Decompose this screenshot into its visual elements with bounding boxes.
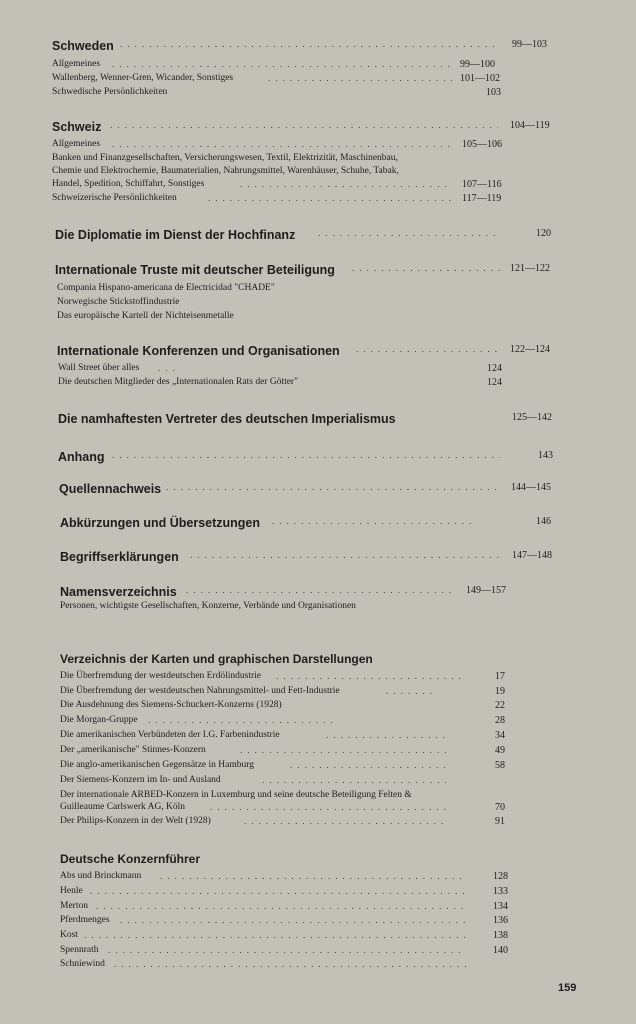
toc-entry [0, 377, 636, 393]
toc-entry [0, 87, 636, 103]
toc-entry [0, 745, 636, 761]
toc-entry-text: Die Morgan-Gruppe [60, 715, 138, 725]
dot-leader [318, 228, 498, 238]
dot-leader [276, 671, 466, 681]
dot-leader [112, 450, 500, 460]
toc-heading-text: Anhang [58, 450, 105, 464]
toc-page: 138 [493, 930, 508, 941]
toc-entry-text: Allgemeines [52, 59, 101, 69]
section-title [0, 852, 636, 868]
toc-heading [0, 344, 636, 360]
toc-page: 103 [486, 87, 501, 98]
dot-leader [268, 73, 452, 83]
toc-heading [0, 120, 636, 136]
toc-entry-text: Schniewind [60, 959, 105, 969]
toc-entry [0, 930, 636, 946]
toc-entry-text: Wallenberg, Wenner-Gren, Wicander, Sonstiges [52, 73, 234, 83]
toc-heading-text: Namensverzeichnis [60, 585, 177, 599]
toc-heading-text: Quellennachweis [59, 482, 162, 496]
toc-entry-text: Pferdmenges [60, 915, 110, 925]
toc-page: 124 [487, 377, 502, 388]
toc-page: 125—142 [512, 412, 552, 423]
toc-heading [0, 516, 636, 532]
toc-entry-text: Der Philips-Konzern in der Welt (1928) [60, 816, 211, 826]
toc-entry-text: Der „amerikanische" Stinnes-Konzern [60, 745, 206, 755]
toc-entry-text: Banken und Finanzgesellschaften, Versicherungswesen, Textil, Elektrizität, Maschinenbau, [52, 153, 398, 163]
toc-page: 19 [495, 686, 505, 697]
toc-page: 120 [536, 228, 551, 239]
toc-entry [0, 775, 636, 791]
toc-page: 124 [487, 363, 502, 374]
toc-page: 147—148 [512, 550, 552, 561]
dot-leader [112, 139, 452, 149]
toc-entry-text: Die Ausdehnung des Siemens-Schuckert-Konzerns (1928) [60, 700, 282, 710]
toc-page: 140 [493, 945, 508, 956]
dot-leader [114, 959, 466, 969]
toc-heading-text: Die Diplomatie im Dienst der Hochfinanz [55, 228, 296, 242]
toc-entry [0, 601, 636, 617]
toc-page: 49 [495, 745, 505, 756]
toc-page: 34 [495, 730, 505, 741]
toc-entry [0, 193, 636, 209]
dot-leader [244, 816, 446, 826]
dot-leader [386, 686, 436, 696]
toc-page: 101—102 [460, 73, 500, 84]
toc-entry [0, 715, 636, 731]
page-number-text: 159 [558, 982, 577, 994]
toc-entry-text: Kost [60, 930, 78, 940]
toc-entry [0, 311, 636, 327]
dot-leader [210, 802, 446, 812]
toc-heading [0, 228, 636, 244]
toc-entry-text: Das europäische Kartell der Nichteisenmetalle [57, 311, 234, 321]
toc-entry-text: Der internationale ARBED-Konzern in Luxemburg und seine deutsche Beteiligung Felten & [60, 790, 412, 800]
toc-page: 70 [495, 802, 505, 813]
toc-entry-text: Schweizerische Persönlichkeiten [52, 193, 177, 203]
toc-page: 149—157 [466, 585, 506, 596]
toc-heading-text: Abkürzungen und Übersetzungen [60, 516, 260, 530]
toc-entry-text: Chemie und Elektrochemie, Baumaterialien, Nahrungsmittel, Warenhäuser, Schuhe, Tabak, [52, 166, 399, 176]
toc-heading [0, 450, 636, 466]
toc-heading [0, 39, 636, 55]
dot-leader [352, 263, 500, 273]
dot-leader [208, 193, 452, 203]
toc-entry [0, 730, 636, 746]
dot-leader [120, 915, 466, 925]
toc-page: 99—103 [512, 39, 547, 50]
toc-page: 146 [536, 516, 551, 527]
toc-entry-text: Personen, wichtigste Gesellschaften, Konzerne, Verbände und Organisationen [60, 601, 356, 611]
dot-leader [160, 871, 466, 881]
dot-leader [356, 344, 500, 354]
toc-page: 58 [495, 760, 505, 771]
toc-heading [0, 482, 636, 498]
toc-entry [0, 871, 636, 887]
toc-heading-text: Die namhaftesten Vertreter des deutschen Imperialismus [58, 412, 396, 426]
toc-entry-text: Die deutschen Mitglieder des „Internationalen Rats der Götter" [58, 377, 298, 387]
dot-leader [90, 886, 466, 896]
toc-page: 136 [493, 915, 508, 926]
toc-entry-text: Abs und Brinckmann [60, 871, 142, 881]
section-title-text: Verzeichnis der Karten und graphischen Darstellungen [60, 652, 373, 666]
toc-entry-text: Allgemeines [52, 139, 101, 149]
toc-heading-text: Internationale Truste mit deutscher Beteiligung [55, 263, 335, 277]
toc-page: 144—145 [511, 482, 551, 493]
toc-entry-text: Die Überfremdung der westdeutschen Nahrungsmittel- und Fett-Industrie [60, 686, 340, 696]
toc-entry [0, 915, 636, 931]
toc-entry-text: Wall Street über alles [58, 363, 140, 373]
toc-heading [0, 263, 636, 279]
toc-heading [0, 412, 636, 428]
toc-entry [0, 886, 636, 902]
toc-entry-text: Die Überfremdung der westdeutschen Erdölindustrie [60, 671, 262, 681]
dot-leader [190, 550, 500, 560]
dot-leader [108, 945, 466, 955]
toc-heading-text: Schweden [52, 39, 114, 53]
toc-entry [0, 700, 636, 716]
dot-leader [84, 930, 466, 940]
toc-page: 99—100 [460, 59, 495, 70]
dot-leader [110, 120, 498, 130]
toc-page: 134 [493, 901, 508, 912]
section-title-text: Deutsche Konzernführer [60, 852, 201, 866]
toc-heading-text: Schweiz [52, 120, 102, 134]
dot-leader [326, 730, 446, 740]
toc-page: 28 [495, 715, 505, 726]
toc-page: 107—116 [462, 179, 502, 190]
toc-page: 128 [493, 871, 508, 882]
toc-entry [0, 671, 636, 687]
dot-leader [240, 745, 446, 755]
toc-page: 122—124 [510, 344, 550, 355]
dot-leader [240, 179, 452, 189]
dot-leader [272, 516, 472, 526]
dot-leader [186, 585, 456, 595]
toc-entry [0, 760, 636, 776]
toc-entry [0, 816, 636, 832]
toc-page: 22 [495, 700, 505, 711]
dot-leader [96, 901, 466, 911]
toc-heading-text: Begriffserklärungen [60, 550, 179, 564]
toc-entry-text: Die anglo-amerikanischen Gegensätze in Hamburg [60, 760, 254, 770]
dot-leader [120, 39, 500, 49]
toc-entry-text: Compania Hispano-americana de Electricidad "CHADE" [57, 283, 275, 293]
toc-entry-text: Der Siemens-Konzern im In- und Ausland [60, 775, 221, 785]
toc-entry [0, 959, 636, 975]
dot-leader [112, 59, 452, 69]
toc-entry-text: Die amerikanischen Verbündeten der I.G. Farbenindustrie [60, 730, 280, 740]
toc-entry-text: Schwedische Persönlichkeiten [52, 87, 168, 97]
toc-entry-text: Handel, Spedition, Schiffahrt, Sonstiges [52, 179, 205, 189]
toc-page: 17 [495, 671, 505, 682]
toc-page: 105—106 [462, 139, 502, 150]
toc-entry-text: Guilleaume Carlswerk AG, Köln [60, 802, 186, 812]
toc-page: 133 [493, 886, 508, 897]
dot-leader [262, 775, 446, 785]
toc-page: 104—119 [510, 120, 550, 131]
dot-leader [148, 715, 334, 725]
toc-page: 91 [495, 816, 505, 827]
toc-entry-text: Merton [60, 901, 88, 911]
toc-heading [0, 550, 636, 566]
section-title [0, 652, 636, 668]
toc-entry-text: Norwegische Stickstoffindustrie [57, 297, 180, 307]
toc-page: 143 [538, 450, 553, 461]
toc-entry-text: Spennrath [60, 945, 99, 955]
toc-heading [0, 585, 636, 601]
toc-page: 117—119 [462, 193, 502, 204]
dot-leader [166, 482, 500, 492]
dot-leader [158, 363, 178, 373]
page-number [0, 982, 636, 998]
toc-page: 121—122 [510, 263, 550, 274]
toc-entry-text: Henle [60, 886, 83, 896]
dot-leader [290, 760, 446, 770]
toc-heading-text: Internationale Konferenzen und Organisationen [57, 344, 340, 358]
